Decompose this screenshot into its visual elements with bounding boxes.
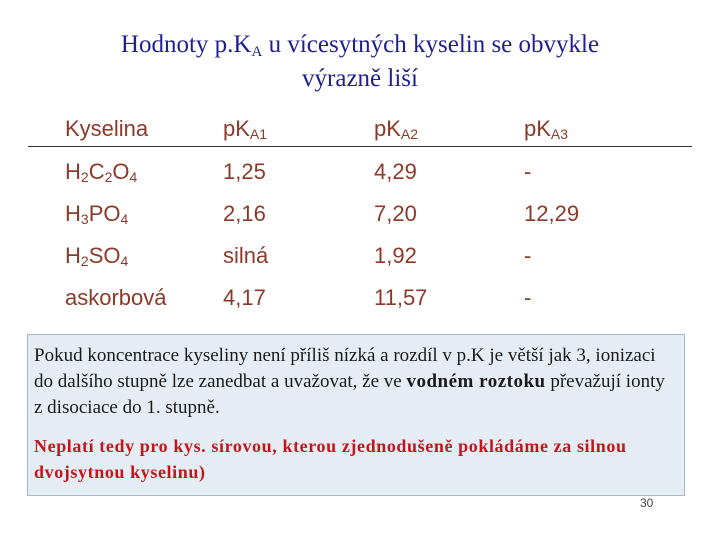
explanation-paragraph [34, 343, 678, 421]
warning-paragraph: Neplatí tedy pro kys. sírovou, kterou zjednodušeně pokládáme za silnou dvojsytnou kyselinu) [34, 436, 627, 482]
formula-subscript: 4 [129, 169, 138, 185]
title-subscript: A [251, 44, 263, 60]
slide-title [0, 28, 720, 96]
header-cell [223, 116, 267, 142]
formula-text: PO [88, 201, 121, 226]
title-line-1 [0, 28, 720, 62]
pka1-cell: 4,17 [223, 285, 266, 310]
formula-subscript: 3 [80, 211, 89, 227]
pka1-cell: silná [223, 243, 269, 268]
pka-table [28, 108, 692, 315]
formula-text: askorbová [65, 285, 167, 310]
formula-text: H [65, 243, 81, 268]
pka3-cell: 12,29 [524, 201, 580, 226]
formula-subscript: 4 [120, 253, 129, 269]
acid-cell [65, 201, 128, 227]
table-row [28, 147, 692, 189]
acid-cell [65, 243, 128, 269]
formula-subscript: 2 [104, 169, 113, 185]
pka2-cell: 1,92 [374, 243, 417, 268]
formula-subscript: 4 [120, 211, 129, 227]
pka3-cell: - [524, 159, 532, 184]
explanation-text-a: Pokud koncentrace kyseliny není příliš nízká a rozdíl v p.K je větší jak 3, ionizaci do dalšího stupně lze zanedbat a uvažovat, že ve [34, 345, 656, 392]
header-subscript: A2 [400, 126, 419, 142]
pka3-cell: - [524, 243, 532, 268]
pka3-cell: - [524, 285, 532, 310]
pka1-cell: 2,16 [223, 201, 266, 226]
explanation-text-b: převažují ionty z disociace do 1. stupně. [34, 371, 665, 418]
pka2-cell: 11,57 [374, 285, 428, 310]
formula-text: O [112, 159, 130, 184]
header-cell [524, 116, 568, 142]
title-line-2: výrazně liší [302, 65, 418, 92]
formula-text: SO [88, 243, 121, 268]
title-text-a: Hodnoty p.K [120, 31, 252, 58]
table-row [28, 273, 692, 315]
header-text: pK [223, 116, 250, 141]
title-text-b: u vícesytných kyselin se obvykle [262, 31, 600, 58]
header-cell [65, 116, 148, 142]
pka1-cell: 1,25 [223, 159, 266, 184]
table-header-row [28, 108, 692, 147]
formula-text: C [88, 159, 105, 184]
header-subscript: A3 [550, 126, 569, 142]
header-text: pK [374, 116, 401, 141]
pka2-cell: 7,20 [374, 201, 417, 226]
page-number: 30 [640, 496, 654, 510]
explanation-bold-text: vodném roztoku [406, 371, 546, 392]
pka2-cell: 4,29 [374, 159, 417, 184]
formula-text: H [65, 159, 81, 184]
table-row [28, 231, 692, 273]
header-cell [374, 116, 418, 142]
header-text: Kyselina [65, 116, 149, 141]
explanation-box [27, 334, 685, 496]
acid-cell [65, 159, 137, 185]
formula-subscript: 2 [80, 253, 89, 269]
acid-cell [65, 285, 167, 311]
header-text: pK [524, 116, 551, 141]
formula-text: H [65, 201, 81, 226]
header-subscript: A1 [249, 126, 268, 142]
table-body [28, 147, 692, 315]
table-row [28, 189, 692, 231]
formula-subscript: 2 [80, 169, 89, 185]
